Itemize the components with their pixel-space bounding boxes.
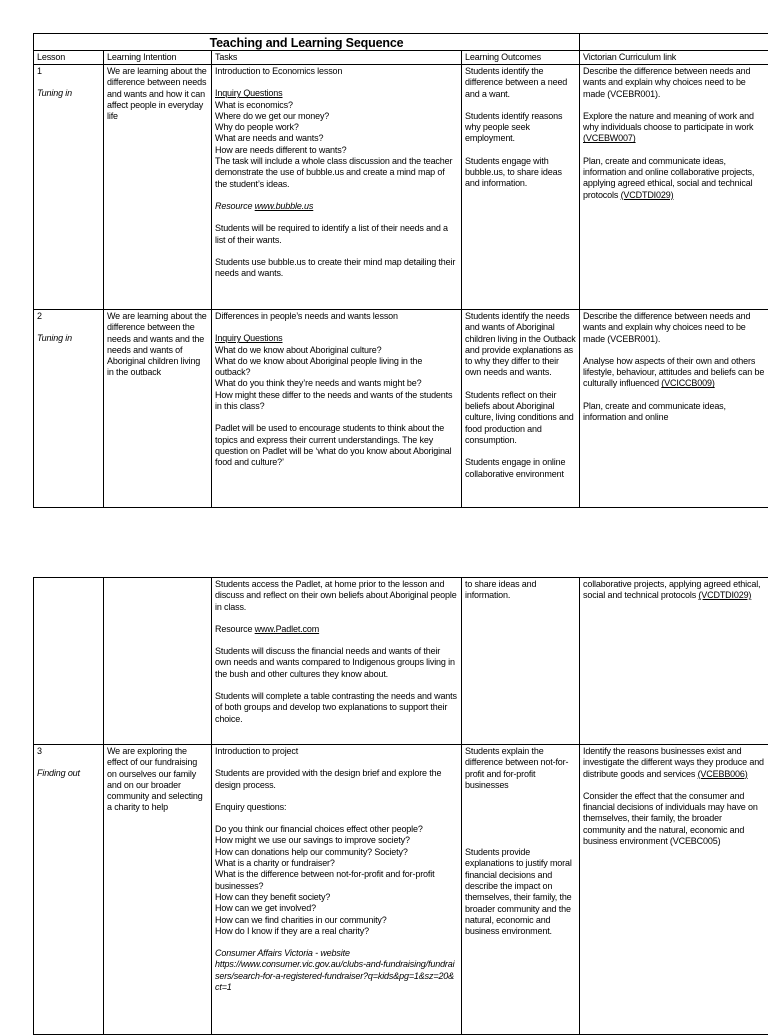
curriculum-link (583, 356, 765, 390)
curriculum-text: Identify the reasons businesses exist and investigate the different ways they produce and distribute goods and services (583, 746, 764, 779)
table-title: Teaching and Learning Sequence (34, 34, 580, 51)
lesson-1-outcome: Students identify reasons why people seek employment. (465, 111, 576, 145)
lesson-3-brief: Students are provided with the design brief and explore the design process. (215, 768, 458, 791)
lesson-1-question: Why do people work? (215, 122, 458, 133)
lesson-1-resource (215, 201, 458, 212)
resource-label: Resource (215, 201, 255, 211)
curriculum-text: Plan, create and communicate ideas, information and online collaborative projects, applying agreed ethical, social and technical protocols (583, 156, 754, 200)
lesson-1-row (34, 65, 768, 310)
lesson-3-outcome: Students provide explanations to justify moral financial decisions and describe the impact on themselves, their family, the broader community and the natural, economic and business environment. (465, 847, 576, 937)
lesson-3-outcome: Students explain the difference between not-for-profit and for-profit businesses (465, 746, 576, 791)
lesson-1-question: What are needs and wants? (215, 133, 458, 144)
curriculum-link (583, 746, 765, 780)
lesson-3-question: What is the difference between not-for-profit and for-profit businesses? (215, 869, 458, 892)
lesson-1-stage: Tuning in (37, 88, 100, 99)
lesson-2-question: What do we know about Aboriginal culture? (215, 345, 458, 356)
lesson-3-question: How might we use our savings to improve society? (215, 835, 458, 846)
lesson-1-number: 1 (37, 66, 100, 77)
lesson-2-intention: We are learning about the difference between the needs and wants and the needs and wants of Aboriginal children living in the outback (104, 310, 212, 508)
lesson-1-outcomes (462, 65, 580, 310)
lesson-2-task-heading: Differences in people’s needs and wants lesson (215, 311, 458, 322)
curriculum-text: Explore the nature and meaning of work and why individuals choose to participate in work (583, 111, 754, 132)
lesson-3-curriculum (580, 745, 768, 1035)
lesson-1-outcome: Students engage with bubble.us, to share ideas and information. (465, 156, 576, 190)
curriculum-code[interactable]: (VCDTDI029) (698, 590, 751, 600)
lesson-2-outcome: Students engage in online collaborative environment (465, 457, 576, 480)
lesson-2-resource (215, 624, 458, 635)
curriculum-link: Describe the difference between needs and wants and explain why choices need to be made (VCEBR001). (583, 66, 765, 100)
lesson-3-source: Consumer Affairs Victoria - website (215, 948, 458, 959)
lesson-1-mindmap-task: Students use bubble.us to create their mind map detailing their needs and wants. (215, 257, 458, 280)
curriculum-code[interactable]: (VCICCB009) (661, 378, 714, 388)
lesson-2-curriculum (580, 310, 768, 508)
lesson-1-question: What is economics? (215, 100, 458, 111)
lesson-2-continued-cell (34, 578, 104, 745)
lesson-2-row (34, 310, 768, 508)
lesson-2-outcome: Students reflect on their beliefs about Aboriginal culture, living conditions and food production and consumption. (465, 390, 576, 446)
lesson-1-curriculum (580, 65, 768, 310)
lesson-3-outcomes (462, 745, 580, 1035)
lesson-3-question: How can we get involved? (215, 903, 458, 914)
lesson-3-question: Do you think our financial choices effect other people? (215, 824, 458, 835)
curriculum-link: Plan, create and communicate ideas, information and online (583, 401, 765, 424)
curriculum-link: Describe the difference between needs and wants and explain why choices need to be made (VCEBR001). (583, 311, 765, 345)
lesson-2-continued-curriculum (580, 578, 768, 745)
lesson-1-intention: We are learning about the difference between needs and wants and how it can affect people in everyday life (104, 65, 212, 310)
lesson-1-inquiry-label: Inquiry Questions (215, 88, 458, 99)
lesson-2-question: How might these differ to the needs and wants of the students in this class? (215, 390, 458, 413)
lesson-1-identify-task: Students will be required to identify a list of their needs and a list of their wants. (215, 223, 458, 246)
lesson-1-discussion: The task will include a whole class discussion and the teacher demonstrate the use of bubble.us and create a mind map of the student’s ideas. (215, 156, 458, 190)
lesson-2-tasks (212, 310, 462, 508)
curriculum-code[interactable]: (VCDTDI029) (621, 190, 674, 200)
lesson-3-intention: We are exploring the effect of our fundraising on ourselves our family and on our broader community and selecting a charity to help (104, 745, 212, 1035)
lesson-3-question: How can we find charities in our community? (215, 915, 458, 926)
lesson-3-question: How can donations help our community? Society? (215, 847, 458, 858)
lesson-2-question: What do we know about Aboriginal people living in the outback? (215, 356, 458, 379)
lesson-1-question: How are needs different to wants? (215, 145, 458, 156)
header-learning-outcomes: Learning Outcomes (462, 51, 580, 65)
lesson-2-continued-row (34, 578, 768, 745)
lesson-2-padlet-task: Padlet will be used to encourage students to think about the topics and express their current understandings. The key question on Padlet will be ‘what do you know about Aboriginal food and culture?’ (215, 423, 458, 468)
title-empty-cell (580, 34, 768, 51)
header-row (34, 51, 768, 65)
lesson-3-question: How do I know if they are a real charity? (215, 926, 458, 937)
curriculum-link (583, 579, 765, 602)
lesson-3-question: How can they benefit society? (215, 892, 458, 903)
consumer-affairs-url[interactable]: https://www.consumer.vic.gov.au/clubs-and-fundraising/fundraisers/search-for-a-registered-fundraiser?q=kids&pg=1&sz=20&ct=1 (215, 959, 458, 993)
title-row (34, 34, 768, 51)
lesson-3-row (34, 745, 768, 1035)
lesson-3-tasks (212, 745, 462, 1035)
lesson-1-outcome: Students identify the difference between a need and a want. (465, 66, 576, 100)
curriculum-link (583, 156, 765, 201)
bubble-us-link[interactable]: www.bubble.us (255, 201, 314, 211)
lesson-3-enquiry-label: Enquiry questions: (215, 802, 458, 813)
lesson-1-tasks (212, 65, 462, 310)
lesson-2-continued-intention (104, 578, 212, 745)
header-curriculum-link: Victorian Curriculum link (580, 51, 768, 65)
lesson-2-padlet-access: Students access the Padlet, at home prior to the lesson and discuss and reflect on their own beliefs about Aboriginal people in class. (215, 579, 458, 613)
lesson-2-outcomes (462, 310, 580, 508)
curriculum-code[interactable]: (VCEBW007) (583, 133, 636, 143)
lesson-2-table-task: Students will complete a table contrasting the needs and wants of both groups and develop two explanations to support their choice. (215, 691, 458, 725)
lesson-2-continued-tasks (212, 578, 462, 745)
lesson-2-outcome: Students identify the needs and wants of Aboriginal children living in the Outback and provide explanations as to why they differ to their own needs and wants. (465, 311, 576, 379)
curriculum-text: collaborative projects, applying agreed ethical, social and technical protocols (583, 579, 760, 600)
resource-label: Resource (215, 624, 255, 634)
lesson-1-task-heading: Introduction to Economics lesson (215, 66, 458, 77)
lesson-2-number: 2 (37, 311, 100, 322)
lesson-3-cell (34, 745, 104, 1035)
header-lesson: Lesson (34, 51, 104, 65)
header-learning-intention: Learning Intention (104, 51, 212, 65)
lesson-2-continued-outcomes: to share ideas and information. (462, 578, 580, 745)
lesson-2-stage: Tuning in (37, 333, 100, 344)
lesson-3-task-heading: Introduction to project (215, 746, 458, 757)
lesson-2-inquiry-label: Inquiry Questions (215, 333, 458, 344)
curriculum-text: Analyse how aspects of their own and others lifestyle, behaviour, attitudes and beliefs can be culturally influenced (583, 356, 764, 389)
teaching-sequence-table-continued (33, 577, 768, 1035)
lesson-3-stage: Finding out (37, 768, 100, 779)
lesson-1-cell (34, 65, 104, 310)
lesson-1-question: Where do we get our money? (215, 111, 458, 122)
lesson-2-question: What do you think they’re needs and wants might be? (215, 378, 458, 389)
lesson-3-number: 3 (37, 746, 100, 757)
curriculum-link: Consider the effect that the consumer and financial decisions of individuals may have on themselves, their family, the broader community and the natural, economic and business environment (VCEBC005) (583, 791, 765, 847)
lesson-3-question: What is a charity or fundraiser? (215, 858, 458, 869)
padlet-link[interactable]: www.Padlet.com (255, 624, 319, 634)
teaching-sequence-table (33, 33, 768, 508)
curriculum-link (583, 111, 765, 145)
lesson-2-discussion-task: Students will discuss the financial needs and wants of their own needs and wants compared to Indigenous groups living in the bush and other cultures they know about. (215, 646, 458, 680)
curriculum-code[interactable]: (VCEBB006) (698, 769, 748, 779)
lesson-2-cell (34, 310, 104, 508)
header-tasks: Tasks (212, 51, 462, 65)
